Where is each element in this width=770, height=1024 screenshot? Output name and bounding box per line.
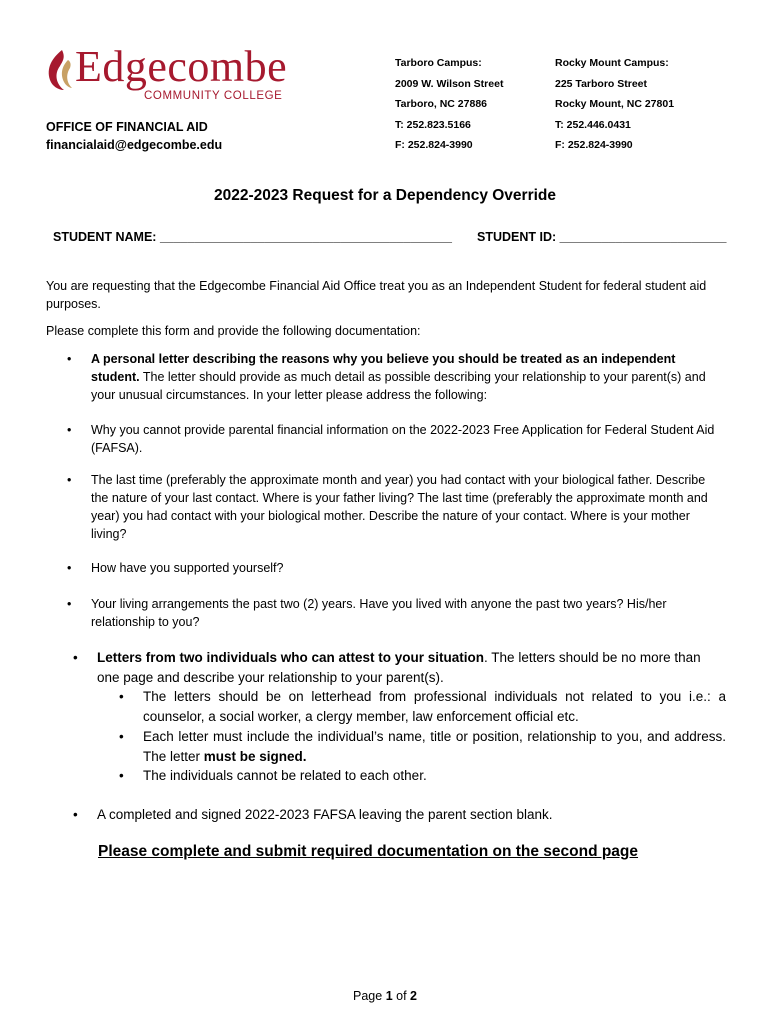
campus-city: Tarboro, NC 27886 (395, 98, 488, 110)
flame-icon (44, 48, 74, 92)
bullet-icon: • (67, 352, 72, 366)
campus-fax: F: 252.824-3990 (555, 139, 633, 151)
sub-list-item (119, 727, 726, 766)
bullet-icon: • (67, 561, 72, 575)
sub-item-text: The individuals cannot be related to each other. (143, 768, 427, 783)
office-email[interactable]: financialaid@edgecombe.edu (46, 138, 223, 152)
bullet-icon: • (73, 650, 78, 665)
office-name: OFFICE OF FINANCIAL AID (46, 120, 208, 134)
sub-list-item (119, 687, 726, 726)
question-text: Your living arrangements the past two (2) years. Have you lived with anyone the past two years? His/her relationship to you? (91, 597, 667, 629)
campus-heading: Tarboro Campus: (395, 57, 482, 69)
page-title: 2022-2023 Request for a Dependency Override (213, 187, 556, 204)
campus-city: Rocky Mount, NC 27801 (555, 98, 675, 110)
logo-wordmark: Edgecombe (75, 42, 288, 91)
sub-list-item (119, 766, 726, 786)
bullet-icon: • (67, 597, 72, 611)
campus-street: 225 Tarboro Street (555, 77, 648, 90)
list-item-personal-letter (67, 350, 726, 404)
page-total: 2 (410, 989, 417, 1003)
must-be-signed: must be signed. (203, 748, 307, 764)
list-item-question (67, 559, 726, 577)
personal-letter-heading: A personal letter describing the reasons why you believe you should be treated as an independent student. (91, 352, 676, 384)
office-block (46, 118, 222, 154)
student-name-field[interactable]: STUDENT NAME: __________________________________________ (53, 230, 452, 244)
question-text: How have you supported yourself? (91, 561, 284, 575)
rocky-mount-campus-block (555, 53, 674, 156)
logo-subtitle: COMMUNITY COLLEGE (144, 90, 283, 102)
bullet-icon: • (67, 423, 72, 437)
question-text: Why you cannot provide parental financial information on the 2022-2023 Free Application for Federal Student Aid (FAFSA). (91, 423, 715, 455)
page-footer (0, 989, 770, 1003)
college-logo (44, 42, 288, 108)
question-text: The last time (preferably the approximate month and year) you had contact with your biological father. Describe the nature of your last contact. Where is your father living? The last time (preferably the approximate month and year) you had contact with your biological mother. Describe the nature of your contact. Where is your mother living? (91, 473, 708, 541)
campus-heading: Rocky Mount Campus: (555, 57, 669, 69)
instructions-paragraph: Please complete this form and provide the following documentation: (46, 324, 421, 338)
intro-paragraph: You are requesting that the Edgecombe Financial Aid Office treat you as an Independent Student for federal student aid purposes. (46, 279, 707, 311)
submission-instruction: Please complete and submit required documentation on the second page (98, 843, 639, 860)
attestation-heading: Letters from two individuals who can attest to your situation (97, 650, 485, 665)
sub-item-text: The letters should be on letterhead from professional individuals not related to you i.e.: a counselor, a social worker, a clergy member, law enforcement official etc. (143, 689, 726, 724)
list-item-question (67, 595, 726, 631)
page-of: of (392, 989, 411, 1003)
attestation-text: . The letters should be no more than one page and describe your relationship to your parent(s). (97, 650, 701, 685)
bullet-icon: • (119, 729, 124, 744)
tarboro-campus-block (395, 53, 503, 156)
bullet-icon: • (73, 807, 78, 822)
list-item-question (67, 471, 726, 543)
personal-letter-text: The letter should provide as much detail as possible describing your relationship to your parent(s) and your unusual circumstances. In your letter please address the following: (91, 370, 706, 402)
campus-fax: F: 252.824-3990 (395, 139, 473, 151)
bullet-icon: • (67, 473, 72, 487)
bullet-icon: • (119, 689, 124, 704)
campus-street: 2009 W. Wilson Street (395, 77, 504, 90)
student-id-field[interactable]: STUDENT ID: ________________________ (477, 230, 727, 244)
campus-phone: T: 252.446.0431 (555, 118, 631, 131)
page-number: 1 (385, 989, 393, 1003)
bullet-icon: • (119, 768, 124, 783)
campus-phone: T: 252.823.5166 (395, 118, 471, 131)
page-label: Page (353, 989, 386, 1003)
sub-item-text: Each letter must include the individual’s name, title or position, relationship to you, and address. The letter (143, 729, 726, 764)
list-item-attestation-letters (73, 648, 707, 687)
list-item-fafsa (73, 805, 707, 825)
list-item-question (67, 421, 726, 457)
fafsa-text: A completed and signed 2022-2023 FAFSA leaving the parent section blank. (97, 807, 553, 822)
